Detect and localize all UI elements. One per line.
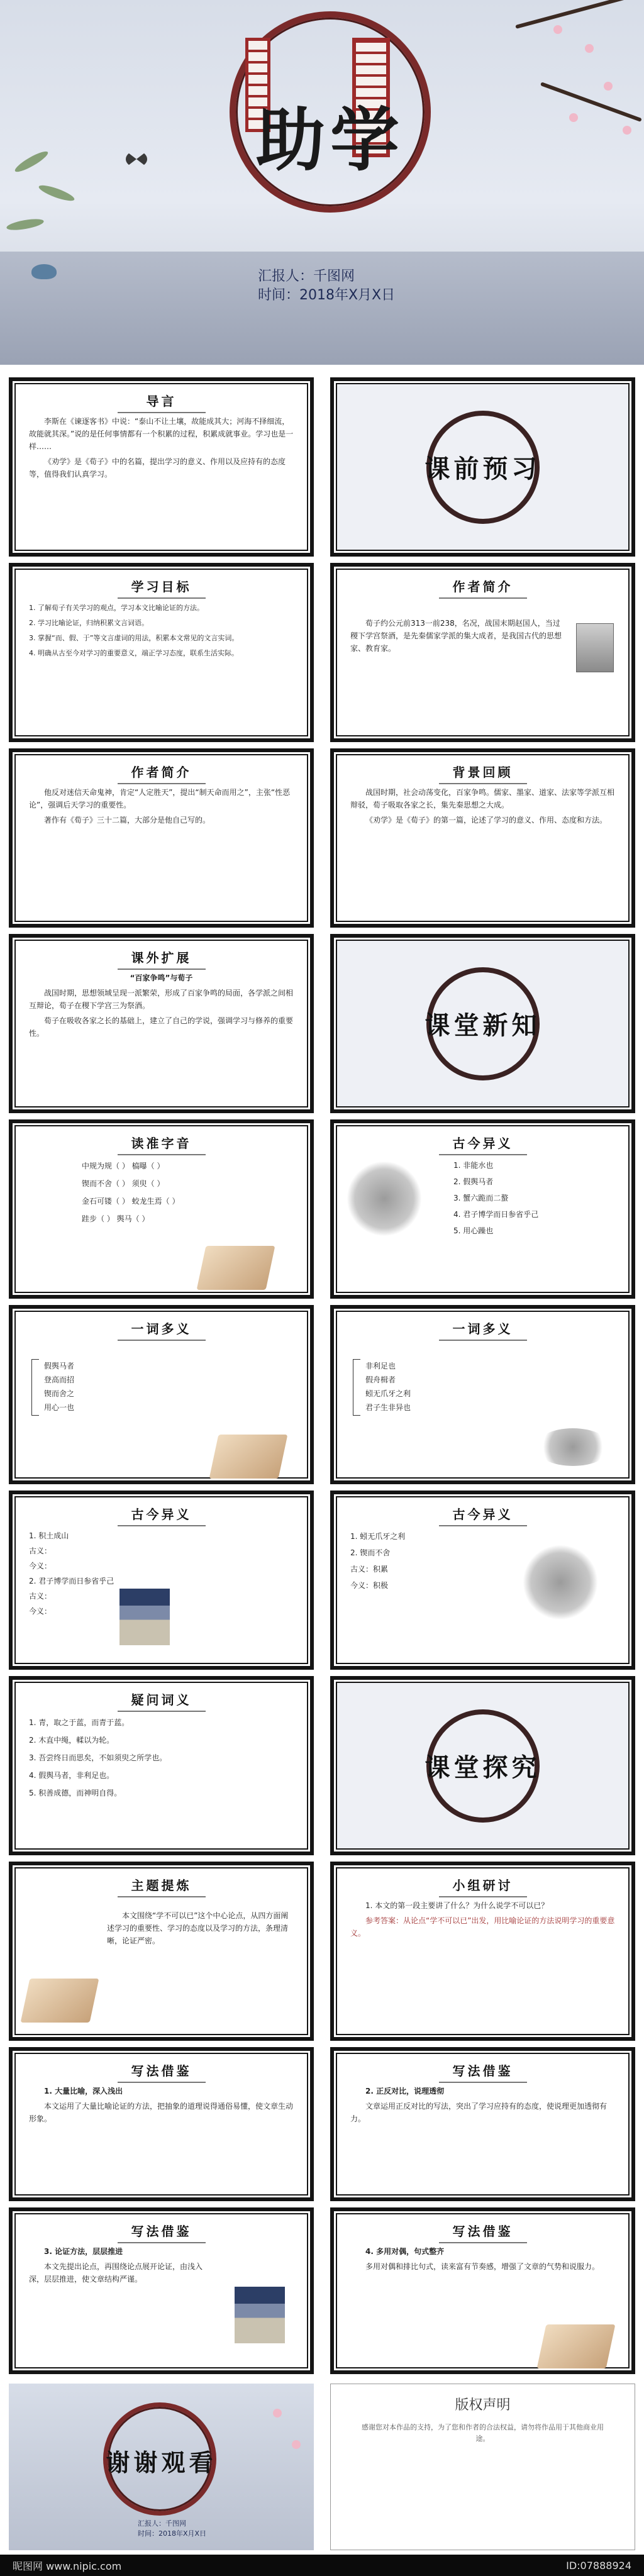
blossom-icon — [585, 44, 594, 53]
book-icon — [209, 1435, 288, 1479]
slide-title: 读准字音 — [13, 1133, 310, 1155]
goal-item: 1. 了解荀子有关学习的观点，学习本文比喻论证的方法。 — [29, 604, 204, 612]
word-row: 今义： — [29, 1562, 52, 1570]
word-row: 登高而招 — [44, 1375, 75, 1384]
word-row: 5. 用心躁也 — [453, 1226, 494, 1235]
slide-title: 一词多义 — [13, 1319, 310, 1341]
slide-goals — [9, 563, 314, 742]
paragraph: 文章运用正反对比的写法，突出了学习应持有的态度，使说理更加透彻有力。 — [350, 2102, 608, 2123]
cover-branch-right — [515, 0, 643, 29]
word-row: 古义：积累 — [350, 1565, 389, 1574]
cover-time: 时间：2018年X月X日 — [258, 287, 396, 303]
pronunciation-row: 跬步（ ） 舆马（ ） — [82, 1214, 150, 1223]
ending-slogan: 谢谢观看 — [106, 2448, 217, 2477]
slide-ancient-modern-2 — [9, 1491, 314, 1670]
ink-boat-icon — [535, 1428, 611, 1466]
paragraph: 2. 正反对比，说理透彻 — [365, 2087, 445, 2096]
paragraph: 4. 多用对偶，句式整齐 — [365, 2247, 445, 2256]
word-row: 假舟楫者 — [365, 1375, 396, 1384]
question-row: 3. 吾尝终日而思矣，不如须臾之所学也。 — [29, 1753, 167, 1762]
slide-title: 课外扩展 — [13, 948, 310, 970]
slide-title: 写法借鉴 — [13, 2061, 310, 2083]
slide-body — [29, 786, 294, 829]
pronunciation-row: 中规为规（ ） 槁曝（ ） — [82, 1162, 165, 1170]
slide-polysemy-1 — [9, 1305, 314, 1484]
slide-title: 小组研讨 — [334, 1875, 631, 1897]
slide-ending — [9, 2384, 314, 2550]
slide-body — [29, 415, 294, 483]
slide-theme — [9, 1862, 314, 2041]
slide-title: 一词多义 — [334, 1319, 631, 1341]
slide-slogan: 课前预习 — [425, 454, 541, 484]
word-row: 1. 积土成山 — [29, 1531, 69, 1540]
blossom-icon — [623, 126, 631, 135]
word-row: 4. 君子博学而日参省乎己 — [453, 1210, 539, 1219]
ending-info — [138, 2519, 206, 2539]
bracket — [353, 1359, 360, 1416]
paragraph: 李斯在《谏逐客书》中说：“泰山不让土壤，故能成其大；河海不择细流，故能就其深。”说的是任何事情都有一个积累的过程，积累成就事业。学习也是一样…… — [29, 417, 294, 451]
slide-polysemy-2 — [330, 1305, 635, 1484]
paragraph: 1. 本文的第一段主要讲了什么？为什么说学不可以已？ — [365, 1901, 549, 1910]
goal-item: 4. 明确从古至今对学习的重要意义，端正学习态度，联系生活实际。 — [29, 649, 238, 657]
slide-title: 古今异义 — [334, 1133, 631, 1155]
book-icon — [21, 1979, 99, 2023]
bamboo-leaf-icon — [6, 217, 45, 232]
word-row: 君子生非异也 — [365, 1403, 411, 1412]
slide-writing-2 — [330, 2047, 635, 2201]
paragraph: 战国时期，社会动荡变化，百家争鸣。儒家、墨家、道家、法家等学派互相辩驳，荀子吸取各家之长，集先秦思想之大成。 — [350, 788, 615, 809]
copyright-body: 感谢您对本作品的支持，为了您和作者的合法权益，请勿将作品用于其他商业用途。 — [362, 2423, 604, 2443]
slide-writing-1 — [9, 2047, 314, 2201]
slide-ancient-modern — [330, 1119, 635, 1299]
slide-author — [330, 563, 635, 742]
goal-item: 2. 学习比喻论证，归纳积累文言词语。 — [29, 619, 148, 627]
slide-body — [350, 1899, 615, 1942]
book-icon — [537, 2324, 616, 2368]
paragraph: 本文运用了大量比喻论证的方法，把抽象的道理说得通俗易懂，使文章生动形象。 — [29, 2102, 294, 2123]
slide-body — [82, 1157, 294, 1228]
slide-title: 疑问词义 — [13, 1690, 310, 1712]
slide-title: 主题提炼 — [13, 1875, 310, 1897]
banner-right: ID:07888924 — [566, 2559, 631, 2572]
word-row: 今义： — [29, 1607, 52, 1616]
slide-title: 写法借鉴 — [334, 2221, 631, 2243]
word-row: 2. 君子博学而日参省乎己 — [29, 1577, 114, 1585]
slide-body — [350, 786, 615, 829]
book-icon — [197, 1246, 275, 1290]
book-stack-icon — [119, 1589, 170, 1645]
question-row: 1. 青，取之于蓝，而青于蓝。 — [29, 1718, 130, 1727]
slide-discussion — [330, 1862, 635, 2041]
slide-body — [365, 1359, 615, 1414]
slide-intro — [9, 377, 314, 557]
blossom-icon — [569, 113, 578, 122]
slide-slogan: 课堂探究 — [425, 1753, 541, 1782]
word-row: 1. 蚓无爪牙之利 — [350, 1532, 406, 1541]
paragraph: 著作有《荀子》三十二篇，大部分是他自己写的。 — [44, 816, 211, 824]
butterfly-icon — [126, 151, 147, 167]
slide-title: 作者简介 — [13, 762, 310, 784]
question-row: 2. 木直中绳，輮以为轮。 — [29, 1736, 114, 1745]
slide-ancient-modern-3 — [330, 1491, 635, 1670]
slide-writing-4 — [330, 2207, 635, 2374]
slide-pronunciation — [9, 1119, 314, 1299]
paragraph: 《劝学》是《荀子》中的名篇，提出学习的意义、作用以及应持有的态度等，值得我们认真学习。 — [29, 457, 286, 479]
word-row: 古义： — [29, 1592, 52, 1601]
slide-title: 写法借鉴 — [13, 2221, 310, 2243]
slide-subtitle: “百家争鸣”与荀子 — [130, 974, 193, 982]
bamboo-leaf-icon — [37, 182, 75, 204]
slide-copyright — [330, 2384, 635, 2550]
slide-author-2 — [9, 748, 314, 928]
slide-background — [330, 748, 635, 928]
slide-title: 导言 — [13, 391, 310, 413]
slide-body — [29, 1714, 294, 1802]
bamboo-leaf-icon — [13, 148, 50, 175]
slide-new-knowledge — [330, 934, 635, 1113]
word-row: 古义： — [29, 1546, 52, 1555]
pronunciation-row: 锲而不舍（ ） 须臾（ ） — [82, 1179, 165, 1188]
copyright-title: 版权声明 — [455, 2397, 511, 2413]
slide-body — [453, 1157, 615, 1239]
slide-body — [29, 2085, 294, 2128]
question-row: 4. 假舆马者，非利足也。 — [29, 1771, 114, 1780]
paragraph: 参考答案：从论点“学不可以已”出发，用比喻论证的方法说明学习的重要意义。 — [350, 1916, 615, 1938]
ink-wash-icon — [523, 1545, 598, 1620]
paragraph: 多用对偶和排比句式，读来富有节奏感，增强了文章的气势和说服力。 — [365, 2262, 600, 2271]
blossom-icon — [553, 25, 562, 34]
blossom-icon — [604, 82, 613, 91]
ink-wash-icon — [347, 1161, 422, 1236]
slide-writing-3 — [9, 2207, 314, 2374]
slide-extension — [9, 934, 314, 1113]
paragraph: 荀子约公元前313一前238，名况，战国末期赵国人，当过稷下学宫祭酒，是先秦儒家学派的集大成者，是我国古代的思想家、教育家。 — [350, 619, 562, 653]
author-portrait — [576, 623, 614, 672]
word-row: 假舆马者 — [44, 1362, 75, 1370]
blossom-icon — [273, 2409, 282, 2418]
slide-preview — [330, 377, 635, 557]
pronunciation-row: 金石可镂（ ） 蛟龙生焉（ ） — [82, 1197, 180, 1206]
paragraph: 本文围绕“学不可以已”这个中心论点，从四方面阐述学习的重要性、学习的态度以及学习的方法，条理清晰，论证严密。 — [107, 1911, 289, 1945]
word-row: 2. 锲而不舍 — [350, 1548, 391, 1557]
slide-slogan: 课堂新知 — [425, 1011, 541, 1040]
paragraph: 荀子在吸收各家之长的基础上，建立了自己的学说，强调学习与修养的重要性。 — [29, 1016, 294, 1038]
slide-title: 写法借鉴 — [334, 2061, 631, 2083]
slide-body — [44, 1359, 294, 1414]
slide-title: 古今异义 — [334, 1504, 631, 1526]
word-row: 1. 非能水也 — [453, 1161, 494, 1170]
paragraph: 3. 论证方法，层层推进 — [44, 2247, 123, 2256]
slide-title: 古今异义 — [13, 1504, 310, 1526]
ending-time: 时间：2018年X月X日 — [138, 2529, 207, 2538]
paragraph: 本文先提出论点，再围绕论点展开论证，由浅入深，层层推进，使文章结构严谨。 — [29, 2262, 203, 2284]
paragraph: 他反对迷信天命鬼神，肯定“人定胜天”，提出“制天命而用之”，主张“性恶论”，强调后天学习的重要性。 — [29, 788, 291, 809]
goal-item: 3. 掌握“而、假、于”等文言虚词的用法，积累本文常见的文言实词。 — [29, 634, 239, 642]
word-row: 3. 蟹六跪而二螯 — [453, 1194, 509, 1202]
ending-reporter: 汇报人：千图网 — [138, 2519, 186, 2528]
paragraph: 《劝学》是《荀子》的第一篇，论述了学习的意义、作用、态度和方法。 — [365, 816, 608, 824]
paragraph: 战国时期，思想领域呈现一派繁荣，形成了百家争鸣的局面，各学派之间相互辩论，荀子在稷下学宫三为祭酒。 — [29, 989, 294, 1010]
word-row: 蚓无爪牙之利 — [365, 1389, 411, 1398]
cover-reporter: 汇报人：千图网 — [258, 269, 355, 284]
cover-slide — [0, 0, 644, 365]
word-row: 锲而舍之 — [44, 1389, 75, 1398]
slide-questions — [9, 1676, 314, 1855]
word-row: 2. 假舆马者 — [453, 1177, 494, 1186]
word-row: 今义：积极 — [350, 1581, 389, 1590]
slide-body — [29, 601, 294, 661]
cover-title: 助学 — [256, 99, 404, 180]
word-row: 用心一也 — [44, 1403, 75, 1412]
slide-body — [29, 2245, 216, 2288]
slide-body — [350, 2085, 615, 2128]
watermark-banner — [0, 2555, 644, 2576]
paragraph: 1. 大量比喻，深入浅出 — [44, 2087, 123, 2096]
slide-body — [107, 1909, 294, 1950]
slide-title: 背景回顾 — [334, 762, 631, 784]
bracket — [31, 1359, 39, 1416]
word-row: 非利足也 — [365, 1362, 396, 1370]
slide-title: 作者简介 — [334, 577, 631, 599]
cover-branch-right-2 — [540, 82, 642, 122]
book-stack-icon — [235, 2287, 285, 2343]
slide-body — [29, 972, 294, 1042]
slide-explore — [330, 1676, 635, 1855]
blossom-icon — [292, 2440, 301, 2449]
banner-left: 昵图网 www.nipic.com — [13, 2560, 122, 2572]
slide-title: 学习目标 — [13, 577, 310, 599]
slide-body — [350, 2245, 615, 2275]
slide-body — [350, 617, 562, 657]
bird-icon — [31, 264, 57, 279]
cover-info — [258, 267, 447, 305]
question-row: 5. 积善成德，而神明自得。 — [29, 1789, 122, 1797]
